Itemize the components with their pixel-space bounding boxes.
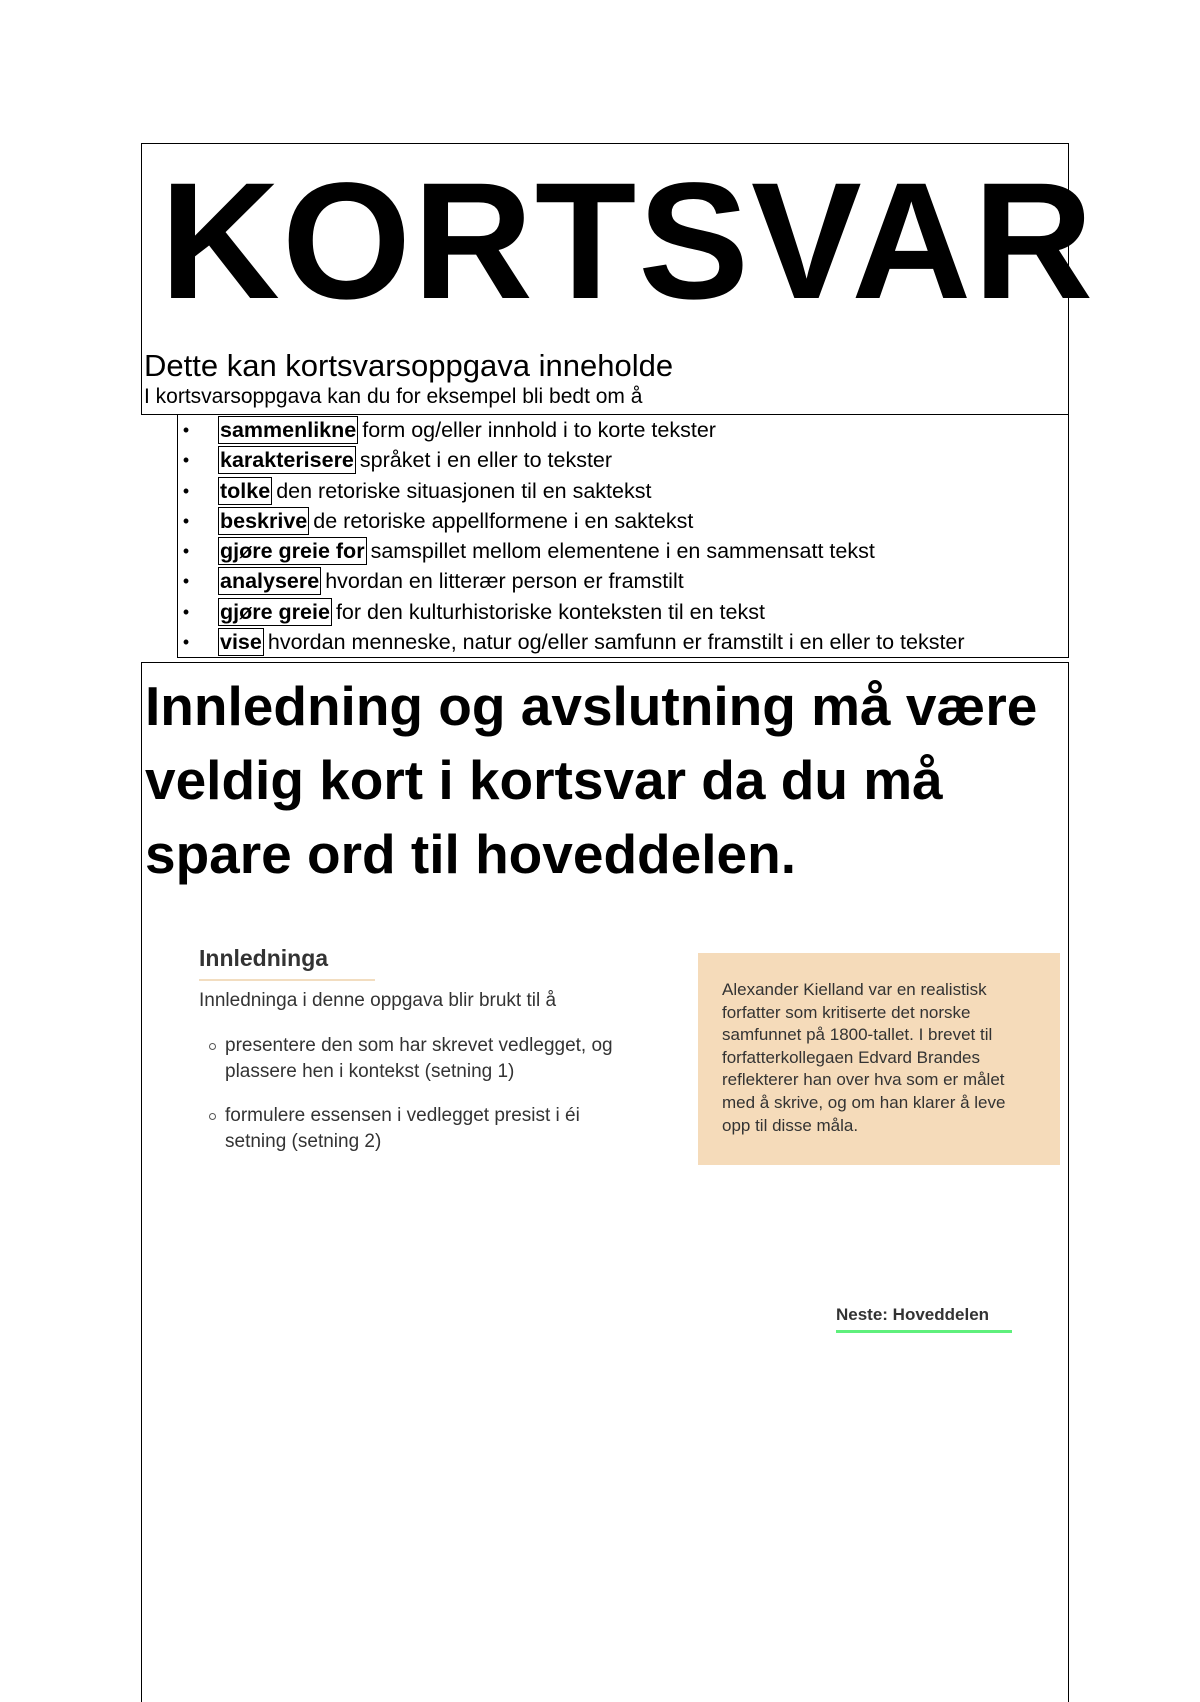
page-subtitle: Dette kan kortsvarsoppgava inneholde bbox=[144, 348, 674, 383]
intro-section-lead: Innledninga i denne oppgava blir brukt til å bbox=[199, 990, 557, 1011]
task-text: for den kulturhistoriske konteksten til en tekst bbox=[335, 599, 765, 624]
task-text: hvordan menneske, natur og/eller samfunn er framstilt i en eller to tekster bbox=[267, 630, 965, 655]
example-note-box bbox=[698, 953, 1060, 1165]
bullet-icon: • bbox=[182, 480, 190, 501]
task-verb: karakterisere bbox=[220, 448, 354, 473]
intro-points-list bbox=[208, 1033, 628, 1173]
task-verb: gjøre greie for bbox=[220, 539, 365, 564]
bullet-icon: • bbox=[182, 420, 190, 440]
task-verb: vise bbox=[220, 630, 262, 655]
intro-point-text: formulere essensen i vedlegget presist i éi setning (setning 2) bbox=[225, 1105, 580, 1152]
task-text: de retoriske appellformene i en saktekst bbox=[313, 508, 694, 533]
bullet-icon: • bbox=[182, 450, 190, 471]
task-list bbox=[178, 415, 1068, 657]
bullet-icon: • bbox=[182, 571, 190, 592]
task-verb: sammenlikne bbox=[220, 418, 357, 442]
bullet-icon: • bbox=[182, 632, 190, 653]
task-item bbox=[178, 506, 1068, 536]
task-item bbox=[178, 445, 1068, 475]
intro-point bbox=[208, 1033, 628, 1085]
bullet-icon: • bbox=[182, 541, 190, 562]
main-box bbox=[141, 662, 1069, 1702]
task-text: form og/eller innhold i to korte tekster bbox=[362, 418, 716, 442]
task-text: språket i en eller to tekster bbox=[359, 448, 613, 473]
intro-point-text: presentere den som har skrevet vedlegget, og plassere hen i kontekst (setning 1) bbox=[225, 1035, 613, 1082]
next-link-underline bbox=[836, 1330, 1012, 1333]
task-text: samspillet mellom elementene i en sammensatt tekst bbox=[370, 539, 875, 564]
task-verb: tolke bbox=[220, 478, 271, 503]
intro-title-underline bbox=[199, 979, 375, 981]
task-item bbox=[178, 597, 1068, 627]
circle-bullet-icon bbox=[209, 1113, 216, 1120]
task-text: den retoriske situasjonen til en saktekst bbox=[276, 478, 652, 503]
task-item bbox=[178, 415, 1068, 445]
page-title: KORTSVAR bbox=[160, 149, 1096, 334]
bullet-icon: • bbox=[182, 510, 190, 531]
intro-text: I kortsvarsoppgava kan du for eksempel bli bedt om å bbox=[144, 385, 643, 408]
task-list-box bbox=[177, 414, 1069, 658]
task-item bbox=[178, 536, 1068, 566]
header-box bbox=[141, 143, 1096, 415]
bullet-icon: • bbox=[182, 601, 190, 622]
task-item bbox=[178, 566, 1068, 596]
circle-bullet-icon bbox=[209, 1043, 216, 1050]
task-verb: beskrive bbox=[220, 508, 308, 533]
intro-point bbox=[208, 1103, 628, 1155]
example-note-text: Alexander Kielland var en realistisk forfatter som kritiserte det norske samfunnet på 1800-tallet. I brevet til forfatterkollegaen Edvard Brandes reflekterer han over hva som er målet med å skrive, og om han klarer å leve opp til disse måla. bbox=[722, 980, 1006, 1135]
task-item bbox=[178, 476, 1068, 506]
task-text: hvordan en litterær person er framstilt bbox=[325, 569, 684, 594]
task-item bbox=[178, 627, 1068, 657]
main-heading: Innledning og avslutning må være veldig kort i kortsvar da du må spare ord til hoveddelen. bbox=[145, 675, 1038, 885]
task-verb: analysere bbox=[220, 569, 320, 594]
task-verb: gjøre greie bbox=[220, 599, 330, 624]
next-section-link[interactable]: Neste: Hoveddelen bbox=[836, 1305, 990, 1324]
intro-section-title: Innledninga bbox=[199, 945, 329, 971]
